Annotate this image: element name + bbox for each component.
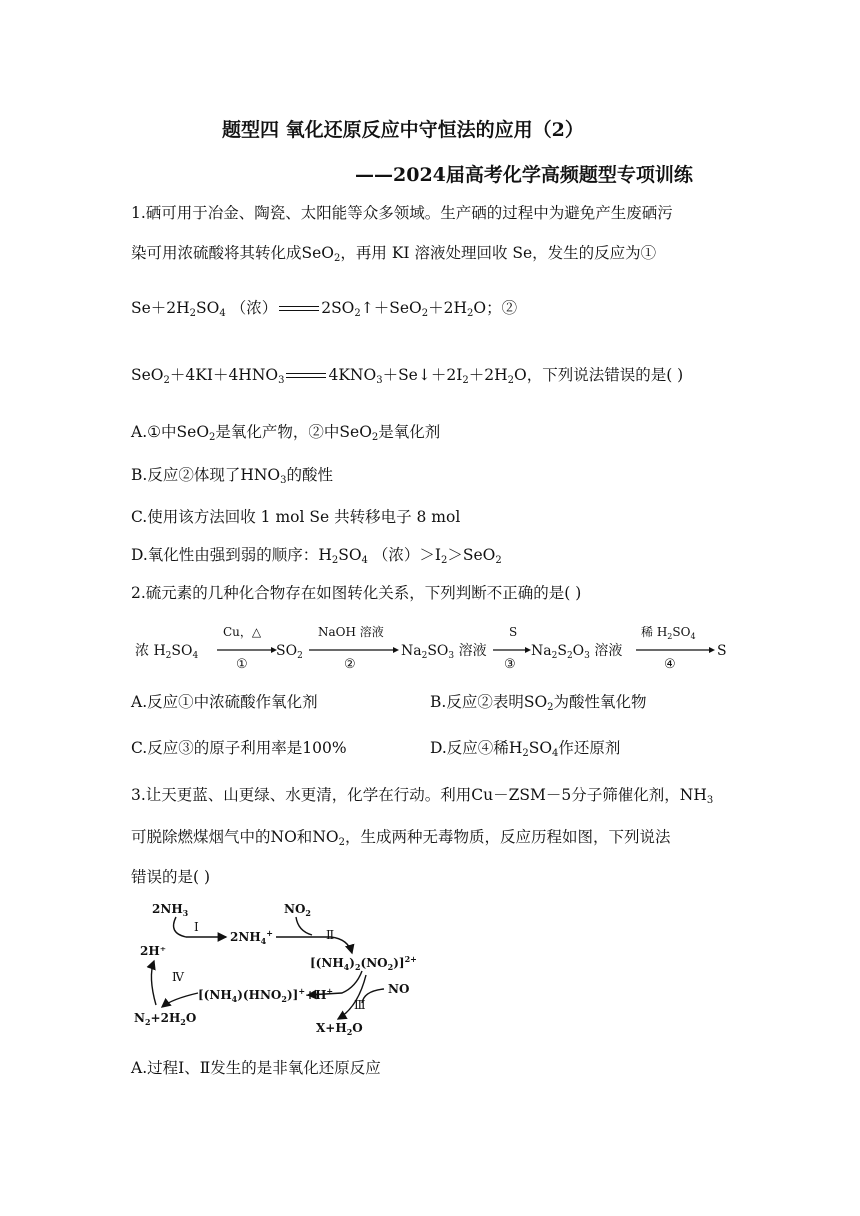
q2-step4-number: ④: [664, 657, 676, 672]
q1-option-d: D.氧化性由强到弱的顺序：$H_2SO_4$ （浓）$>I_2>SeO_2$: [131, 546, 502, 566]
q2-conversion-diagram: [131, 622, 731, 676]
svg-text:SO2: $SO_2$: [276, 643, 303, 661]
svg-text:[(NH4)(HNO2)]++H+: $[(NH_4)(HNO_2)]^++H^+$: [198, 986, 334, 1004]
q2-step4-reagent: 稀: [641, 625, 654, 639]
q3-no-label: NO: [388, 982, 410, 996]
q1-stem-line2: 染可用浓硫酸将其转化成SeO$_2$，再用 KI 溶液处理回收 Se，发生的反应为①: [131, 244, 657, 264]
page-title: 题型四 氧化还原反应中守恒法的应用（2）: [222, 119, 584, 141]
q3-step-III: Ⅲ: [354, 998, 366, 1012]
svg-text:2NH3: $2NH_3$: [152, 902, 189, 918]
q3-2h-plus: 2H⁺: [140, 944, 167, 958]
q1-option-c: C.使用该方法回收 1 mol Se 共转移电子 8 mol: [131, 508, 461, 526]
svg-text:Na2SO3 溶液: $Na_2SO_3$ 溶液: [401, 643, 487, 661]
svg-text:2NH4+: $2NH_4^+$: [230, 928, 273, 946]
q1-stem-line1: 1.硒可用于冶金、陶瓷、太阳能等众多领域。生产硒的过程中为避免产生废硒污: [131, 204, 673, 222]
q2-start-label: 浓: [135, 643, 149, 659]
svg-text:Na2S2O3 溶液: $Na_2S_2O_3$ 溶液: [531, 643, 623, 661]
svg-text:NO2: $NO_2$: [284, 902, 311, 918]
q2-option-a: A.反应①中浓硫酸作氧化剂: [131, 693, 318, 711]
q2-step3-reagent: S: [509, 625, 518, 639]
q2-step3-number: ③: [504, 657, 516, 672]
q2-option-c: C.反应③的原子利用率是100%: [131, 739, 347, 757]
q3-stem-line2: 可脱除燃煤烟气中的NO和$NO_2$，生成两种无毒物质，反应历程如图，下列说法: [131, 828, 671, 848]
q1-option-b: B.反应②体现了$HNO_3$的酸性: [131, 466, 334, 486]
page-subtitle: ——2024届高考化学高频题型专项训练: [355, 164, 693, 186]
q3-reaction-cycle-diagram: [126, 895, 426, 1045]
q3-step-I: Ⅰ: [194, 920, 199, 934]
svg-text:稀 H2SO4: 稀 $H_2SO_4$: [641, 625, 696, 641]
q2-step2-number: ②: [344, 657, 356, 672]
q2-step2-reagent: NaOH 溶液: [318, 625, 384, 639]
svg-text:X+H2O: $X+H_2O$: [316, 1021, 363, 1037]
q2-option-b: B.反应②表明$SO_2$为酸性氧化物: [430, 693, 647, 713]
q3-step-IV: Ⅳ: [172, 970, 184, 984]
q1-equation-2: $SeO_2+4KI+4HNO_3$ $4KNO_3+Se↓+2I_2+2H_2O$，下列说法错误的是( ): [131, 366, 684, 386]
q2-step1-reagent: Cu，△: [223, 625, 262, 639]
q3-stem-line1: 3.让天更蓝、山更绿、水更清，化学在行动。利用Cu－ZSM－5分子筛催化剂，$NH_3$: [131, 786, 714, 806]
svg-text:浓 H2SO4: 浓 $H_2SO_4$: [135, 643, 199, 661]
svg-text:N2+2H2O: $N_2+2H_2O$: [134, 1011, 197, 1027]
q1-equation-1: $Se+2H_2SO_4$ （浓） $2SO_2↑+SeO_2+2H_2O$；②: [131, 299, 518, 319]
q3-option-a: A.过程Ⅰ、Ⅱ发生的是非氧化还原反应: [131, 1059, 381, 1077]
q3-stem-line3: 错误的是( ): [131, 868, 211, 886]
q2-step1-number: ①: [236, 657, 248, 672]
q3-step-II: Ⅱ: [326, 928, 335, 942]
q2-end-label: S: [717, 643, 727, 659]
svg-text:[(NH4)2(NO2)]2+: $[(NH_4)_2(NO_2)]^{2+}$: [310, 954, 417, 972]
q1-option-a: A.①中SeO$_2$是氧化产物，②中SeO$_2$是氧化剂: [131, 423, 441, 443]
q2-option-d: D.反应④稀$H_2SO_4$作还原剂: [430, 739, 621, 759]
q2-stem: 2.硫元素的几种化合物存在如图转化关系，下列判断不正确的是( ): [131, 584, 582, 602]
